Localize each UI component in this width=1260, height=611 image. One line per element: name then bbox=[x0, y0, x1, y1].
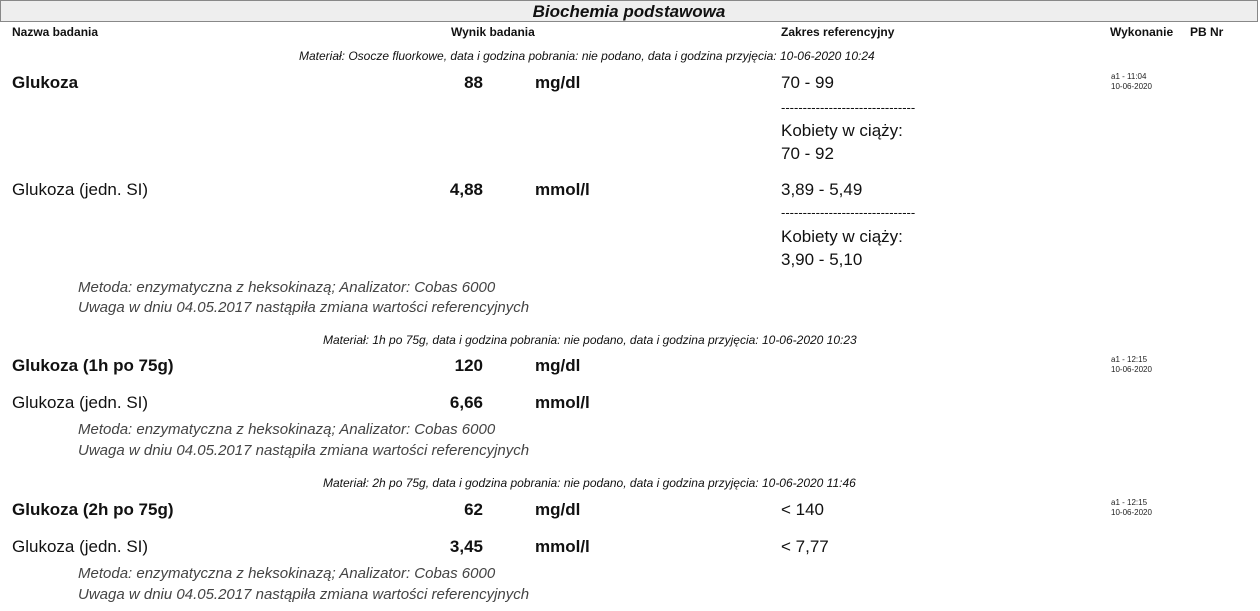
reference-range: 3,89 - 5,49 bbox=[781, 180, 863, 199]
test-unit: mmol/l bbox=[535, 537, 590, 556]
test-value: 4,88 bbox=[449, 180, 483, 199]
method-note: Metoda: enzymatyczna z heksokinazą; Analizator: Cobas 6000 bbox=[78, 565, 496, 582]
header-execution: Wykonanie bbox=[1110, 25, 1174, 39]
material-line: Materiał: 2h po 75g, data i godzina pobrania: nie podano, data i godzina przyjęcia: 10-06-2020 11:46 bbox=[323, 476, 856, 490]
reference-range: < 7,77 bbox=[781, 537, 829, 556]
reference-change-note: Uwaga w dniu 04.05.2017 nastąpiła zmiana wartości referencyjnych bbox=[78, 299, 530, 316]
execution-time: a1 - 12:15 bbox=[1111, 498, 1148, 507]
header-pb: PB Nr bbox=[1190, 25, 1224, 39]
execution-date: 10-06-2020 bbox=[1111, 365, 1152, 374]
material-line: Materiał: 1h po 75g, data i godzina pobrania: nie podano, data i godzina przyjęcia: 10-06-2020 10:23 bbox=[323, 333, 857, 347]
test-value: 120 bbox=[454, 356, 483, 375]
test-name: Glukoza (jedn. SI) bbox=[12, 393, 149, 412]
test-unit: mmol/l bbox=[535, 180, 590, 199]
reference-change-note: Uwaga w dniu 04.05.2017 nastąpiła zmiana wartości referencyjnych bbox=[78, 586, 530, 603]
method-note: Metoda: enzymatyczna z heksokinazą; Analizator: Cobas 6000 bbox=[78, 421, 496, 438]
test-name: Glukoza (jedn. SI) bbox=[12, 180, 149, 199]
test-value: 88 bbox=[464, 73, 483, 92]
header-reference: Zakres referencyjny bbox=[781, 25, 895, 39]
method-note: Metoda: enzymatyczna z heksokinazą; Analizator: Cobas 6000 bbox=[78, 279, 496, 296]
execution-date: 10-06-2020 bbox=[1111, 508, 1152, 517]
test-name: Glukoza bbox=[12, 73, 79, 92]
reference-range: 70 - 92 bbox=[781, 144, 834, 163]
test-unit: mmol/l bbox=[535, 393, 590, 412]
header-result: Wynik badania bbox=[451, 25, 535, 39]
execution-time: a1 - 11:04 bbox=[1111, 72, 1147, 81]
test-unit: mg/dl bbox=[535, 73, 581, 92]
reference-separator: ------------------------------- bbox=[781, 205, 916, 220]
reference-label: Kobiety w ciąży: bbox=[781, 227, 903, 246]
reference-range: 3,90 - 5,10 bbox=[781, 250, 863, 269]
material-line: Materiał: Osocze fluorkowe, data i godzina pobrania: nie podano, data i godzina przyjęcia: 10-06-2020 10:24 bbox=[299, 49, 875, 63]
section-title: Biochemia podstawowa bbox=[0, 0, 1258, 22]
execution-date: 10-06-2020 bbox=[1111, 82, 1152, 91]
test-unit: mg/dl bbox=[535, 356, 581, 375]
test-value: 6,66 bbox=[449, 393, 483, 412]
test-name: Glukoza (2h po 75g) bbox=[12, 500, 174, 519]
test-value: 3,45 bbox=[449, 537, 483, 556]
reference-change-note: Uwaga w dniu 04.05.2017 nastąpiła zmiana wartości referencyjnych bbox=[78, 442, 530, 459]
reference-label: Kobiety w ciąży: bbox=[781, 121, 903, 140]
reference-separator: ------------------------------- bbox=[781, 100, 916, 115]
test-name: Glukoza (1h po 75g) bbox=[12, 356, 174, 375]
execution-time: a1 - 12:15 bbox=[1111, 355, 1148, 364]
reference-range: < 140 bbox=[781, 500, 825, 519]
reference-range: 70 - 99 bbox=[781, 73, 834, 92]
test-name: Glukoza (jedn. SI) bbox=[12, 537, 149, 556]
test-unit: mg/dl bbox=[535, 500, 581, 519]
header-name: Nazwa badania bbox=[12, 25, 99, 39]
test-value: 62 bbox=[464, 500, 483, 519]
